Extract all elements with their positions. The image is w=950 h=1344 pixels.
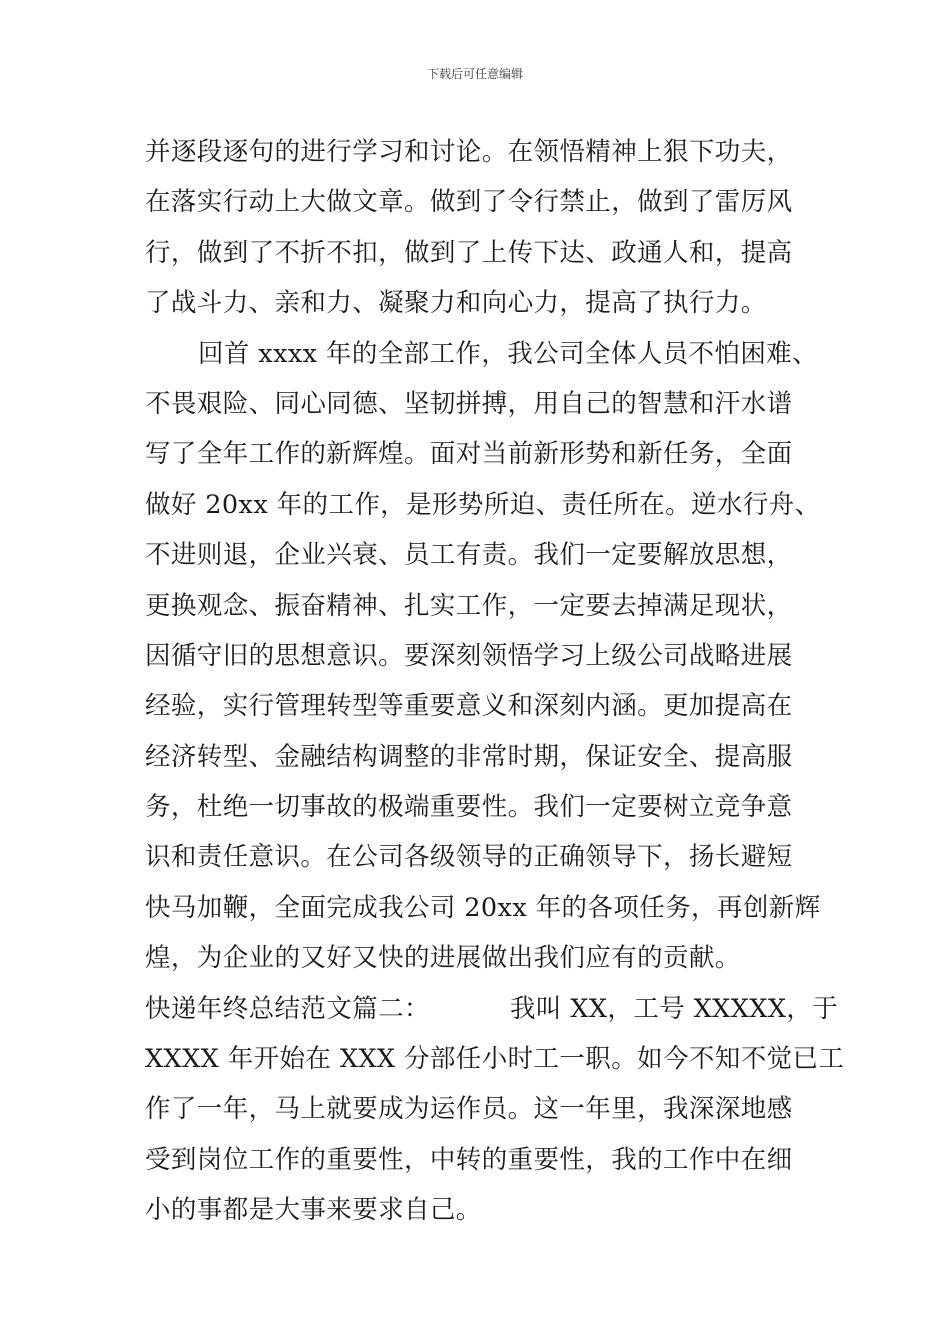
paragraph-line: 经济转型、金融结构调整的非常时期，保证安全、提高服 xyxy=(145,741,793,772)
paragraph-line: 了战斗力、亲和力、凝聚力和向心力，提高了执行力。 xyxy=(145,288,767,319)
paragraph-1 xyxy=(145,127,810,329)
section-title: 快递年终总结范文篇二： xyxy=(145,993,430,1024)
paragraph-line: 务，杜绝一切事故的极端重要性。我们一定要树立竞争意 xyxy=(145,792,793,823)
section-first-line-text: 我叫 XX，工号 XXXXX，于 xyxy=(510,993,839,1024)
paragraph-2 xyxy=(145,329,821,984)
paragraph-line: XXXX 年开始在 XXX 分部任小时工一职。如今不知不觉已工 xyxy=(145,1044,845,1075)
paragraph-line: 更换观念、振奋精神、扎实工作，一定要去掉满足现状， xyxy=(145,590,793,621)
paragraph-line: 不畏艰险、同心同德、坚韧拼搏，用自己的智慧和汗水谱 xyxy=(145,388,793,419)
section-2-first-line xyxy=(145,984,839,1034)
paragraph-line: 小的事都是大事来要求自己。 xyxy=(145,1195,482,1226)
paragraph-line: 受到岗位工作的重要性，中转的重要性，我的工作中在细 xyxy=(145,1144,793,1175)
paragraph-line: 作了一年，马上就要成为运作员。这一年里，我深深地感 xyxy=(145,1094,793,1125)
paragraph-line: 在落实行动上大做文章。做到了令行禁止，做到了雷厉风 xyxy=(145,187,793,218)
paragraph-line: 识和责任意识。在公司各级领导的正确领导下，扬长避短 xyxy=(145,842,793,873)
paragraph-line: 并逐段逐句的进行学习和讨论。在领悟精神上狠下功夫， xyxy=(145,137,793,167)
paragraph-line: 因循守旧的思想意识。要深刻领悟学习上级公司战略进展 xyxy=(145,640,793,671)
paragraph-line: 行，做到了不折不扣，做到了上传下达、政通人和，提高 xyxy=(145,237,793,268)
paragraph-line: 煌，为企业的又好又快的进展做出我们应有的贡献。 xyxy=(145,943,741,974)
paragraph-line: 回首 xxxx 年的全部工作，我公司全体人员不怕困难、 xyxy=(198,338,819,369)
paragraph-line: 做好 20xx 年的工作，是形势所迫、责任所在。逆水行舟、 xyxy=(145,489,821,520)
paragraph-line: 经验，实行管理转型等重要意义和深刻内涵。更加提高在 xyxy=(145,691,793,722)
section-2 xyxy=(145,984,845,1236)
paragraph-line: 写了全年工作的新辉煌。面对当前新形势和新任务，全面 xyxy=(145,439,793,470)
paragraph-line: 快马加鞭，全面完成我公司 20xx 年的各项任务，再创新辉 xyxy=(145,892,821,923)
paragraph-line: 不进则退，企业兴衰、员工有责。我们一定要解放思想， xyxy=(145,540,793,571)
page-header: 下载后可任意编辑 xyxy=(426,67,523,81)
document-body xyxy=(145,127,845,1236)
